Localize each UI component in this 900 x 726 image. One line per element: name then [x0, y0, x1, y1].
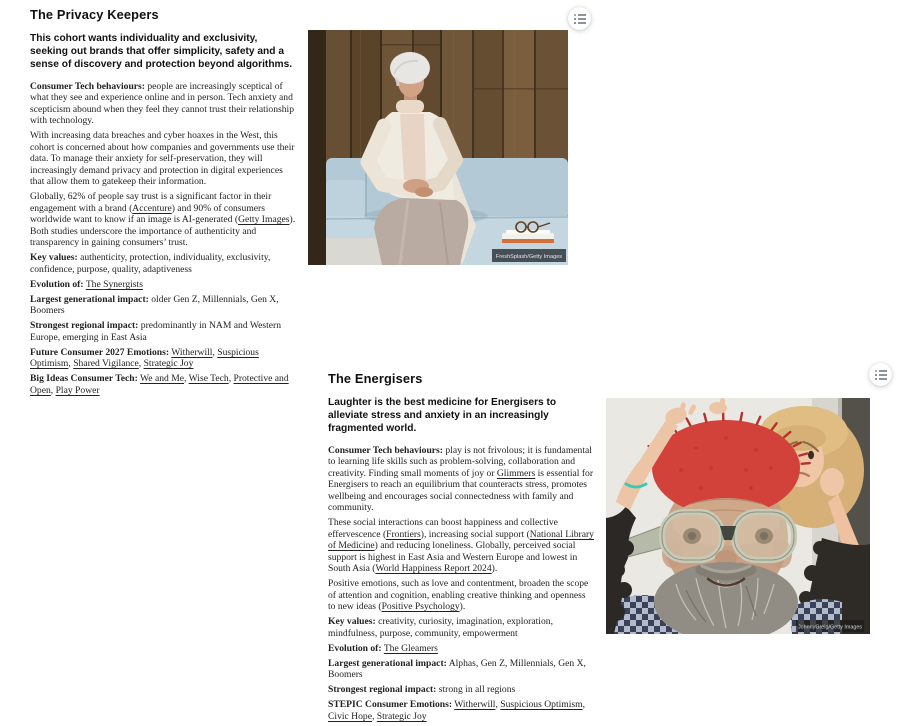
inline-link[interactable]: Civic Hope [328, 711, 372, 722]
bold-label: Strongest regional impact: [328, 684, 436, 695]
inline-link[interactable]: Shared Vigilance [73, 358, 139, 369]
inline-link[interactable]: Strategic Joy [144, 358, 194, 369]
text-run: , [139, 358, 144, 369]
body-paragraph [30, 347, 296, 370]
inline-link[interactable]: Protective and Open [30, 373, 289, 396]
body-paragraph [328, 643, 594, 655]
text-run: predominantly in NAM and Western Europe, emerging in East Asia [30, 320, 281, 343]
inline-link[interactable]: Wise Tech [189, 373, 229, 384]
text-run: play is not frivolous; it is fundamental to learning life skills such as problem-solving, collaboration and creativity. Finding small moments of joy or [328, 445, 592, 479]
inline-link[interactable]: World Happiness Report 2024 [375, 563, 491, 574]
text-run: ). Both studies underscore the importance of authenticity and transparency in gaining consumers’ trust. [30, 214, 295, 248]
body-paragraph [30, 81, 296, 127]
inline-link[interactable]: Suspicious Optimism [30, 347, 259, 370]
inline-link[interactable]: The Synergists [86, 279, 143, 290]
body-paragraph [328, 658, 594, 681]
text-run: These social interactions can boost happiness and collective effervescence ( [328, 517, 558, 540]
list-icon [574, 14, 586, 24]
section-title: The Privacy Keepers [30, 8, 296, 23]
body-paragraph [328, 517, 594, 575]
inline-link[interactable]: Play Power [56, 385, 100, 396]
bold-label: Key values: [30, 252, 78, 263]
body-paragraph [30, 373, 296, 396]
body-paragraph [328, 616, 594, 639]
image-credit: JohnnyGreig/Getty Images [798, 625, 862, 631]
text-run: creativity, curiosity, imagination, exploration, mindfulness, purpose, community, empowerment [328, 616, 553, 639]
text-run: strong in all regions [436, 684, 515, 695]
bold-label: Consumer Tech behaviours: [30, 81, 145, 92]
inline-link[interactable]: Glimmers [497, 468, 535, 479]
body-paragraph [30, 191, 296, 249]
text-run: , [495, 699, 500, 710]
bold-label: Largest generational impact: [328, 658, 447, 669]
text-run: authenticity, protection, individuality, exclusivity, confidence, purpose, quality, adaptiveness [30, 252, 270, 275]
image-credit-badge [796, 620, 864, 632]
section-title: The Energisers [328, 372, 594, 387]
text-run: , [68, 358, 73, 369]
inline-link[interactable]: Strategic Joy [377, 711, 427, 722]
inline-link[interactable]: Suspicious Optimism [500, 699, 582, 710]
text-run: , [583, 699, 585, 710]
photo-energisers [606, 398, 870, 634]
text-run: , [51, 385, 56, 396]
text-run: ). [492, 563, 498, 574]
body-paragraph [30, 294, 296, 317]
section-intro: This cohort wants individuality and exclusivity, seeking out brands that offer simplicity, safety and a sense of discovery and protection beyond algorithms. [30, 32, 296, 72]
inline-link[interactable]: We and Me [140, 373, 184, 384]
body-paragraph [30, 252, 296, 275]
text-run: ). [460, 601, 466, 612]
inline-link[interactable]: National Library of Medicine [328, 529, 594, 552]
inline-link[interactable]: Getty Images [238, 214, 289, 225]
text-run: , [184, 373, 189, 384]
body-paragraph [328, 445, 594, 514]
photo-privacy-keepers [308, 30, 568, 265]
section-intro: Laughter is the best medicine for Energisers to alleviate stress and anxiety in an increasingly fragmented world. [328, 396, 594, 436]
text-run: older Gen Z, Millennials, Gen X, Boomers [30, 294, 279, 317]
section-privacy-keepers [30, 8, 296, 400]
bold-label: Future Consumer 2027 Emotions: [30, 347, 169, 358]
bold-label: Consumer Tech behaviours: [328, 445, 443, 456]
body-paragraph [328, 578, 594, 613]
text-run: Positive emotions, such as love and contentment, broaden the scope of attention and cognition, enabling creative thinking and openness to new ideas ( [328, 578, 588, 612]
bold-label: Key values: [328, 616, 376, 627]
bold-label: Largest generational impact: [30, 294, 149, 305]
inline-link[interactable]: Witherwill [171, 347, 212, 358]
text-run: people are increasingly sceptical of what they see and experience online and in person. Tech anxiety and scepticism abound when they feel they cannot trust their relationship with technology. [30, 81, 294, 127]
text-run: Globally, 62% of people say trust is a significant factor in their engagement with a brand ( [30, 191, 271, 214]
text-run: ) and 90% of consumers worldwide want to know if an image is AI-generated ( [30, 203, 265, 226]
image-credit-badge [492, 249, 566, 262]
body-paragraph [328, 699, 594, 722]
text-run: ), increasing social support ( [421, 529, 530, 540]
bold-label: Strongest regional impact: [30, 320, 138, 331]
list-icon [875, 370, 887, 380]
body-paragraph [30, 279, 296, 291]
inline-link[interactable]: Witherwill [454, 699, 495, 710]
section-energisers [328, 372, 594, 726]
image-credit: FreshSplash/Getty Images [496, 254, 562, 260]
text-run: , [372, 711, 377, 722]
inline-link[interactable]: Frontiers [386, 529, 421, 540]
text-run: ) and reducing loneliness. Globally, perceived social support is highest in East Asia and Western Europe and lowest in South Asia ( [328, 540, 577, 574]
body-paragraph [328, 684, 594, 696]
text-run: , [212, 347, 217, 358]
bold-label: Evolution of: [30, 279, 84, 290]
inline-link[interactable]: The Gleamers [384, 643, 438, 654]
inline-link[interactable]: Positive Psychology [382, 601, 460, 612]
body-paragraph [30, 320, 296, 343]
list-view-button[interactable] [869, 363, 892, 386]
text-run: Alphas, Gen Z, Millennials, Gen X, Boomers [328, 658, 586, 681]
bold-label: Big Ideas Consumer Tech: [30, 373, 138, 384]
text-run: , [229, 373, 234, 384]
bold-label: Evolution of: [328, 643, 382, 654]
body-paragraph [30, 130, 296, 188]
list-view-button[interactable] [568, 7, 591, 30]
text-run: is essential for Energisers to reach an equilibrium that counteracts stress, promotes wellbeing and encourages social connectedness with family and community. [328, 468, 593, 514]
bold-label: STEPIC Consumer Emotions: [328, 699, 452, 710]
text-run: With increasing data breaches and cyber hoaxes in the West, this cohort is concerned about how companies and governments use their data. To manage their anxiety for self-preservation, they will increasingly demand privacy and protection in digital experiences that allow them to gatekeep their information. [30, 130, 295, 187]
inline-link[interactable]: Accenture [132, 203, 171, 214]
